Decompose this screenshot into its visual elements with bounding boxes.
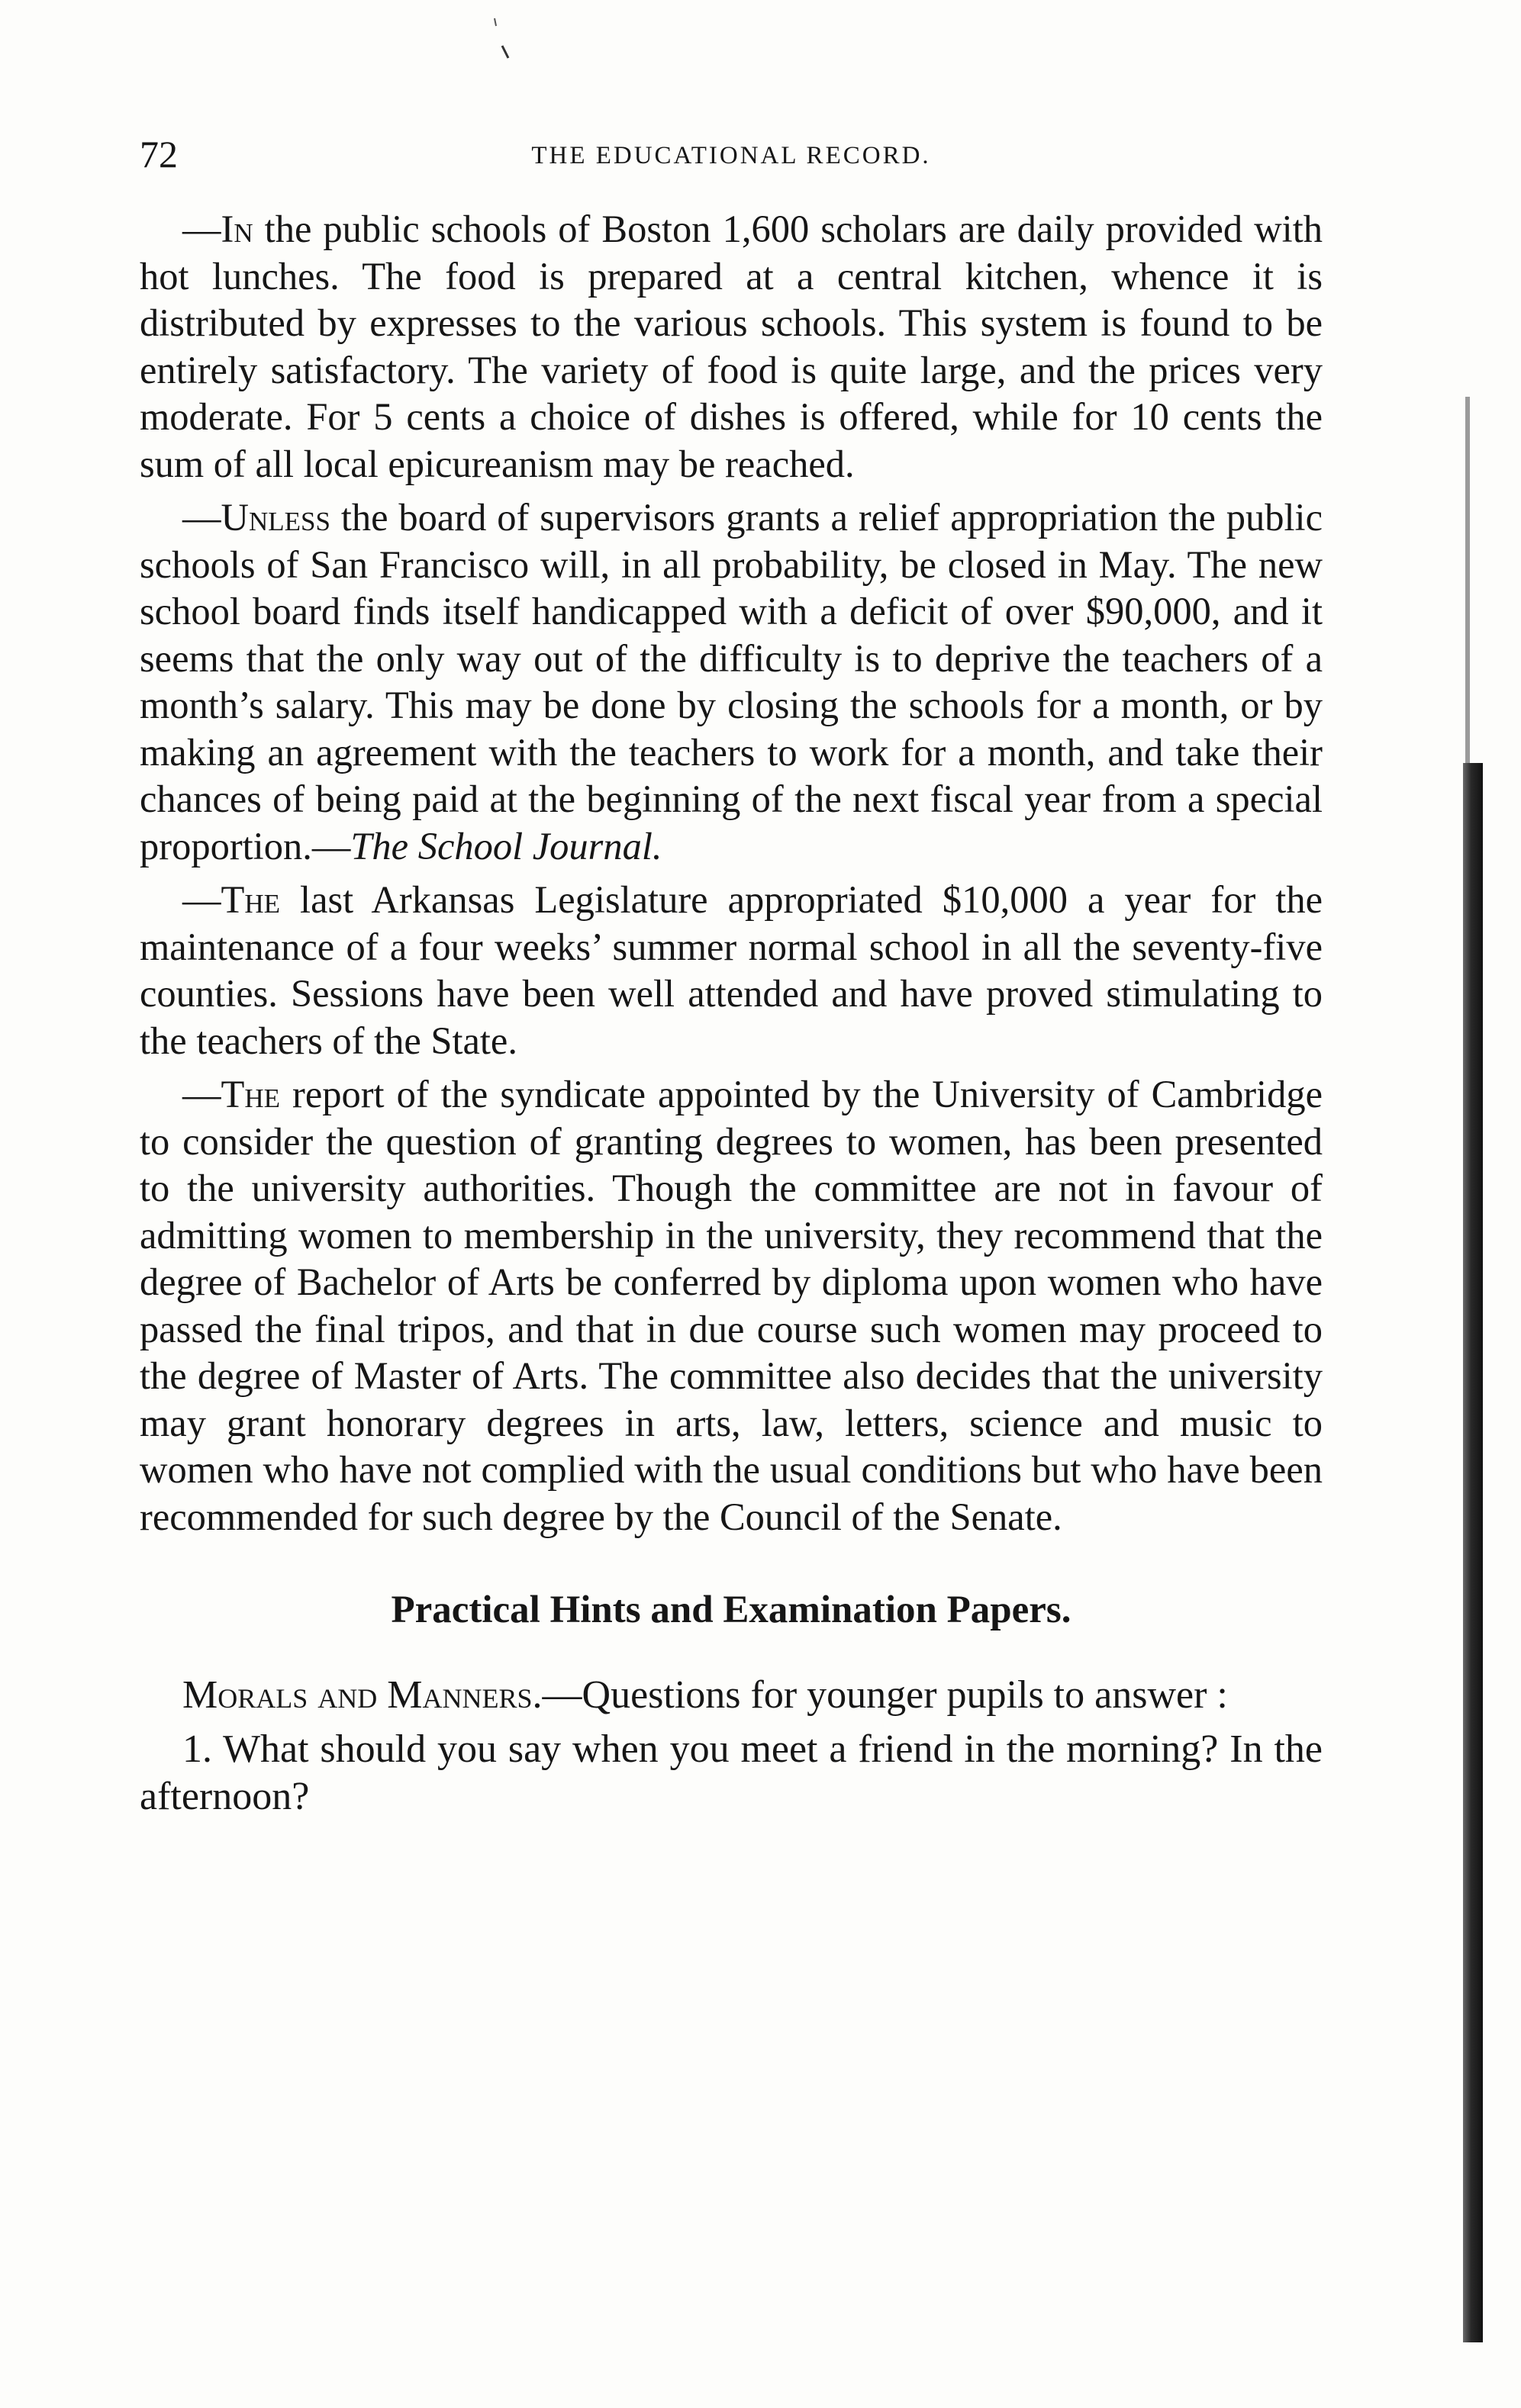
article-body (140, 206, 1323, 1827)
question-item: 1. What should you say when you meet a friend in the morning? In the afternoon? (140, 1727, 1323, 1818)
paragraph-text: last Arkansas Legislature appropriated $10,000 a year for the maintenance of a four weeks’ summer normal school in all the seventy-five counties. Sessions have been well attended and have proved stimulating to the teachers of the State. (140, 878, 1323, 1062)
paragraph-san-francisco (140, 494, 1323, 870)
running-head: THE EDUCATIONAL RECORD. (531, 142, 931, 169)
paragraph-source: The School Journal. (350, 824, 662, 868)
paragraph-cambridge (140, 1071, 1323, 1540)
morals-text: —Questions for younger pupils to answer : (542, 1673, 1228, 1717)
page-header (140, 131, 1323, 177)
hints-section (140, 1672, 1323, 1820)
scan-edge-bar (1463, 763, 1483, 2342)
paragraph-lead: —The (182, 1073, 281, 1115)
paragraph-lead: —In (182, 208, 253, 250)
paragraph-text: report of the syndicate appointed by the University of Cambridge to consider the question of granting degrees to women, has been presented to the university authorities. Though the committee are not in favour of admitting women to membership in the university, they recommend that the degree of Bachelor of Arts be conferred by diploma upon women who have passed the final tripos, and that in due course such women may proceed to the degree of Master of Arts. The committee also decides that the university may grant honorary degrees in arts, law, letters, science and music to women who have not complied with the usual conditions but who have been recommended for such degree by the Council of the Senate. (140, 1073, 1323, 1538)
paragraph-lead: —Unless (182, 496, 330, 539)
paragraph-lead: —The (182, 878, 281, 921)
morals-lead: Morals and Manners. (182, 1673, 543, 1717)
paragraph-boston-lunches (140, 206, 1323, 488)
paragraph-arkansas (140, 877, 1323, 1064)
scan-speck-marks (488, 15, 519, 69)
section-heading: Practical Hints and Examination Papers. (391, 1589, 1071, 1631)
morals-intro (140, 1672, 1323, 1719)
paragraph-text: the board of supervisors grants a relief appropriation the public schools of San Francisco will, in all probability, be closed in May. The new school board finds itself handicapped with a deficit of over $90,000, and it seems that the only way out of the difficulty is to deprive the teachers of a month’s salary. This may be done by closing the schools for a month, or by making an agreement with the teachers to work for a month, and take their chances of being paid at the beginning of the next fiscal year from a special proportion.— (140, 496, 1323, 868)
scan-edge-shadow (1465, 397, 1470, 763)
paragraph-text: the public schools of Boston 1,600 scholars are daily provided with hot lunches. The food is prepared at a central kitchen, whence it is distributed by expresses to the various schools. This system is found to be entirely satisfactory. The variety of food is quite large, and the prices very moderate. For 5 cents a choice of dishes is offered, while for 10 cents the sum of all local epicureanism may be reached. (140, 208, 1323, 485)
page-number: 72 (140, 133, 178, 175)
